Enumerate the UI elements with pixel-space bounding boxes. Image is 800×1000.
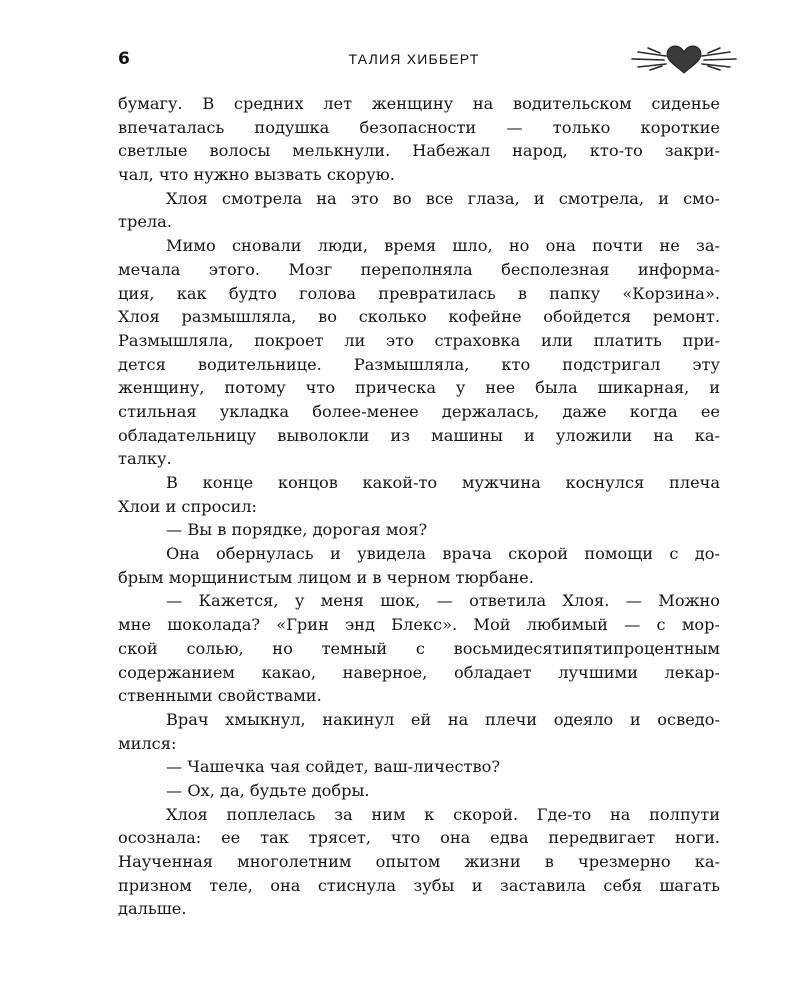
text-line: стильная укладка более-менее держалась, даже когда ее: [118, 401, 720, 421]
text-line: — Ох, да, будьте добры.: [166, 780, 370, 800]
text-line: осознала: ее так трясет, что она едва передвигает ноги.: [118, 828, 720, 848]
text-line: содержанием какао, наверное, обладает лучшими лекар-: [118, 662, 720, 682]
text-line: впечаталась подушка безопасности — только короткие: [118, 117, 720, 137]
text-line: ской солью, но темный с восьмидесятипятипроцентным: [118, 638, 720, 658]
text-line: Хлои и спросил:: [118, 496, 257, 516]
page-header: [118, 46, 730, 74]
text-line: Наученная многолетним опытом жизни в чрезмерно ка-: [118, 852, 720, 871]
text-line: брым морщинистым лицом и в черном тюрбане.: [118, 567, 534, 587]
running-title: ТАЛИЯ ХИББЕРТ: [348, 51, 480, 67]
text-line: — Вы в порядке, дорогая моя?: [166, 520, 428, 540]
text-line: бумагу. В средних лет женщину на водительском сиденье: [118, 94, 720, 113]
heart-with-lines-icon: [624, 42, 744, 76]
text-line: Она обернулась и увидела врача скорой помощи с до-: [166, 544, 720, 564]
text-line: призном теле, она стиснула зубы и заставила себя шагать: [118, 875, 720, 895]
text-line: Врач хмыкнул, накинул ей на плечи одеяло и осведо-: [166, 709, 720, 729]
text-line: ция, как будто голова превратилась в папку «Корзина».: [118, 283, 720, 303]
text-line: ственными свойствами.: [118, 686, 322, 706]
text-line: В конце концов какой-то мужчина коснулся плеча: [166, 473, 720, 492]
text-line: мился:: [118, 733, 177, 753]
body-text: [118, 92, 720, 921]
text-line: — Чашечка чая сойдет, ваш-личество?: [166, 757, 501, 777]
text-line: талку.: [118, 449, 172, 469]
text-line: мне шоколада? «Грин энд Блекс». Мой любимый — с мор-: [118, 615, 720, 635]
text-line: чал, что нужно вызвать скорую.: [118, 165, 395, 185]
text-line: Размышляла, покроет ли это страховка или платить при-: [118, 330, 720, 350]
text-line: Хлоя поплелась за ним к скорой. Где-то на полпути: [166, 804, 720, 824]
page-number: 6: [118, 49, 130, 69]
text-line: дальше.: [118, 899, 187, 919]
text-line: Хлоя смотрела на это во все глаза, и смотрела, и смо-: [166, 188, 720, 208]
text-line: трела.: [118, 212, 172, 232]
text-line: Мимо сновали люди, время шло, но она почти не за-: [166, 236, 720, 256]
text-line: дется водительнице. Размышляла, кто подстригал эту: [118, 354, 720, 374]
text-line: Хлоя размышляла, во сколько кофейне обойдется ремонт.: [118, 307, 720, 327]
text-line: обладательницу выволокли из машины и уложили на ка-: [118, 425, 720, 445]
text-line: светлые волосы мелькнули. Набежал народ, кто-то закри-: [118, 141, 720, 161]
text-line: мечала этого. Мозг переполняла бесполезная информа-: [118, 259, 720, 279]
text-line: — Кажется, у меня шок, — ответила Хлоя. — Можно: [166, 591, 720, 611]
text-line: женщину, потому что прическа у нее была шикарная, и: [118, 378, 720, 398]
